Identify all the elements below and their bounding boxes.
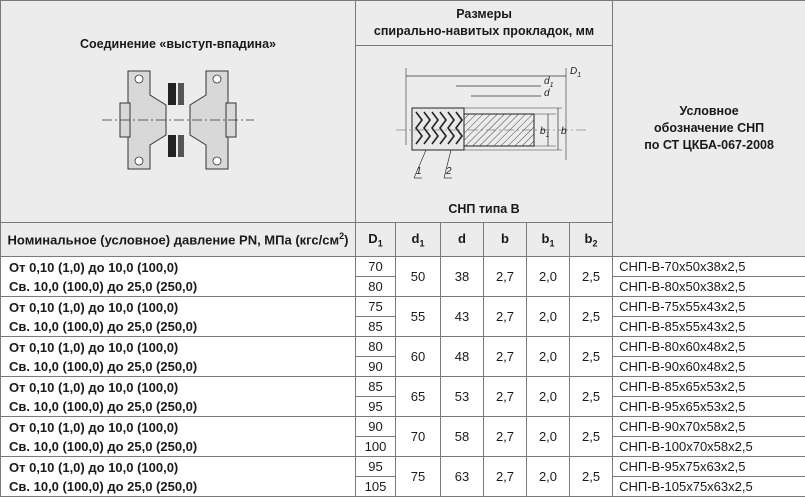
designation-value: СНП-В-100х70х58х2,5	[613, 437, 805, 457]
designation-value: СНП-В-85х65х53х2,5	[613, 377, 805, 397]
connection-header	[1, 1, 356, 223]
d1-value: 65	[396, 377, 441, 417]
d-value: 63	[441, 457, 484, 497]
d-value: 53	[441, 377, 484, 417]
D1-value: 100	[356, 437, 396, 457]
col-d1: $d_1$	[396, 223, 441, 257]
designation-line3: по СТ ЦКБА-067-2008	[644, 138, 774, 152]
gasket-type-label: СНП типа В	[448, 202, 520, 216]
D1-value: 95	[356, 457, 396, 477]
drawing-label-b1: $b_1$	[540, 126, 550, 139]
drawing-label-d: d	[544, 88, 550, 99]
designation-value: СНП-В-90х60х48х2,5	[613, 357, 805, 377]
d1-value: 55	[396, 297, 441, 337]
pressure-cell: От 0,10 (1,0) до 10,0 (100,0) Св. 10,0 (100,0) до 25,0 (250,0)	[1, 377, 356, 417]
sizes-title-line2: спирально-навитых прокладок, мм	[373, 24, 595, 38]
b-value: 2,7	[484, 257, 527, 297]
D1-value: 80	[356, 277, 396, 297]
b-value: 2,7	[484, 297, 527, 337]
D1-value: 85	[356, 317, 396, 337]
col-d: d	[441, 223, 484, 257]
b2-value: 2,5	[570, 337, 613, 377]
table-row	[1, 337, 805, 357]
drawing-label-d1: $d_1$	[544, 76, 554, 89]
connection-title: Соединение «выступ-впадина»	[79, 37, 276, 51]
b1-value: 2,0	[527, 417, 570, 457]
designation-header	[613, 1, 805, 257]
d-value: 48	[441, 337, 484, 377]
b2-value: 2,5	[570, 297, 613, 337]
drawing-label-D1: $D_1$	[570, 66, 582, 79]
designation-value: СНП-В-80х60х48х2,5	[613, 337, 805, 357]
pressure-cell: От 0,10 (1,0) до 10,0 (100,0) Св. 10,0 (100,0) до 25,0 (250,0)	[1, 257, 356, 297]
D1-value: 90	[356, 357, 396, 377]
b1-value: 2,0	[527, 257, 570, 297]
designation-line2: обозначение СНП	[654, 121, 765, 135]
flange-connection-drawing	[98, 65, 258, 175]
gasket-drawing-cell	[356, 46, 613, 223]
d-value: 43	[441, 297, 484, 337]
table-row	[1, 457, 805, 477]
b1-value: 2,0	[527, 457, 570, 497]
designation-value: СНП-В-75х55х43х2,5	[613, 297, 805, 317]
pressure-cell: От 0,10 (1,0) до 10,0 (100,0) Св. 10,0 (100,0) до 25,0 (250,0)	[1, 457, 356, 497]
sizes-title-line1: Размеры	[456, 7, 512, 21]
col-D1: $D_1$	[356, 223, 396, 257]
D1-value: 70	[356, 257, 396, 277]
drawing-label-b: b	[561, 126, 567, 137]
designation-value: СНП-В-95х65х53х2,5	[613, 397, 805, 417]
pressure-cell: От 0,10 (1,0) до 10,0 (100,0) Св. 10,0 (100,0) до 25,0 (250,0)	[1, 297, 356, 337]
designation-value: СНП-В-90х70х58х2,5	[613, 417, 805, 437]
d1-value: 75	[396, 457, 441, 497]
pressure-header: Номинальное (условное) давление PN, МПа $(кгс/см^2)$	[1, 223, 356, 257]
b-value: 2,7	[484, 377, 527, 417]
d1-value: 60	[396, 337, 441, 377]
D1-value: 95	[356, 397, 396, 417]
callout-2: 2	[446, 166, 452, 177]
b-value: 2,7	[484, 417, 527, 457]
designation-line1: Условное	[679, 104, 739, 118]
gasket-section-drawing	[356, 50, 626, 200]
pressure-cell: От 0,10 (1,0) до 10,0 (100,0) Св. 10,0 (100,0) до 25,0 (250,0)	[1, 417, 356, 457]
table-row	[1, 377, 805, 397]
d-value: 58	[441, 417, 484, 457]
col-b: b	[484, 223, 527, 257]
b2-value: 2,5	[570, 457, 613, 497]
table-row	[1, 417, 805, 437]
D1-value: 105	[356, 477, 396, 497]
table-row	[1, 257, 805, 277]
D1-value: 80	[356, 337, 396, 357]
b-value: 2,7	[484, 457, 527, 497]
sizes-header	[356, 1, 613, 46]
callout-1: 1	[416, 166, 422, 177]
d1-value: 50	[396, 257, 441, 297]
b2-value: 2,5	[570, 257, 613, 297]
d-value: 38	[441, 257, 484, 297]
b2-value: 2,5	[570, 377, 613, 417]
col-b1: $b_1$	[527, 223, 570, 257]
b1-value: 2,0	[527, 297, 570, 337]
col-b2: $b_2$	[570, 223, 613, 257]
D1-value: 85	[356, 377, 396, 397]
b1-value: 2,0	[527, 337, 570, 377]
b2-value: 2,5	[570, 417, 613, 457]
table-row	[1, 297, 805, 317]
designation-value: СНП-В-85х55х43х2,5	[613, 317, 805, 337]
designation-value: СНП-В-95х75х63х2,5	[613, 457, 805, 477]
pressure-cell: От 0,10 (1,0) до 10,0 (100,0) Св. 10,0 (100,0) до 25,0 (250,0)	[1, 337, 356, 377]
b-value: 2,7	[484, 337, 527, 377]
d1-value: 70	[396, 417, 441, 457]
designation-value: СНП-В-105х75х63х2,5	[613, 477, 805, 497]
designation-value: СНП-В-80х50х38х2,5	[613, 277, 805, 297]
D1-value: 90	[356, 417, 396, 437]
designation-value: СНП-В-70х50х38х2,5	[613, 257, 805, 277]
b1-value: 2,0	[527, 377, 570, 417]
D1-value: 75	[356, 297, 396, 317]
